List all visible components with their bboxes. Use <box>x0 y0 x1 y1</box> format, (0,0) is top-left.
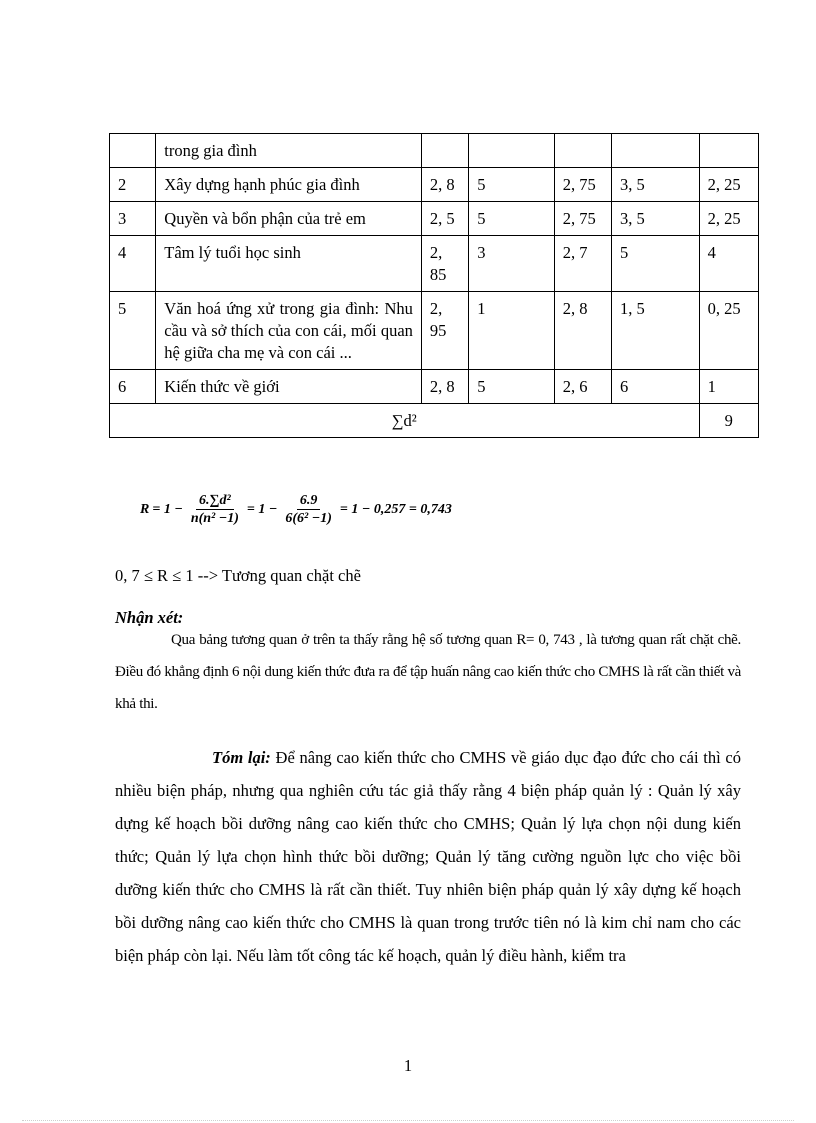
formula-eq1: = 1 − <box>152 501 183 517</box>
formula-eq2: = 1 − <box>246 501 278 517</box>
cell-value: 3 <box>469 236 555 292</box>
paragraph-text: Qua bảng tương quan ở trên ta thấy rằng hệ số tương quan R= 0, 743 , là tương quan rất chặt chẽ. Điều đó khẳng định 6 nội dung kiến thức đưa ra để tập huấn nâng cao kiến thức cho CMHS là rất cần thiết và khả thi. <box>115 632 741 712</box>
row-content: Tâm lý tuổi học sinh <box>156 236 422 292</box>
cell-value <box>421 134 468 168</box>
cell-value: 5 <box>469 370 555 404</box>
cell-value <box>699 134 758 168</box>
cell-value: 1 <box>469 292 555 370</box>
range-statement: 0, 7 ≤ R ≤ 1 --> Tương quan chặt chẽ <box>115 566 361 585</box>
table-row <box>110 370 759 404</box>
section-heading: Nhận xét: <box>115 608 184 627</box>
cell-value: 3, 5 <box>612 202 700 236</box>
cell-value: 1, 5 <box>612 292 700 370</box>
row-number: 3 <box>110 202 156 236</box>
cell-value <box>612 134 700 168</box>
table-row <box>110 236 759 292</box>
row-content: Kiến thức về giới <box>156 370 422 404</box>
fraction-denominator: n(n² −1) <box>190 511 239 526</box>
cell-value: 6 <box>612 370 700 404</box>
paragraph-text: Để nâng cao kiến thức cho CMHS về giáo dục đạo đức cho cái thì có nhiều biện pháp, nhưng qua nghiên cứu tác giả thấy rằng 4 biện pháp quản lý : Quản lý xây dựng kế hoạch bồi dưỡng nâng cao kiến thức cho CMHS; Quản lý lựa chọn nội dung kiến thức; Quản lý lựa chọn hình thức bồi dưỡng; Quản lý tăng cường nguồn lực cho việc bồi dưỡng kiến thức cho CMHS là rất cần thiết. Tuy nhiên biện pháp quản lý xây dựng kế hoạch bồi dưỡng nâng cao kiến thức cho CMHS là quan trong trước tiên nó là kim chỉ nam cho các biện pháp còn lại. Nếu làm tốt công tác kế hoạch, quản lý điều hành, kiểm tra <box>115 748 741 965</box>
row-content: Xây dựng hạnh phúc gia đình <box>156 168 422 202</box>
cell-value <box>554 134 611 168</box>
cell-value: 2, 8 <box>554 292 611 370</box>
cell-value: 2, 7 <box>554 236 611 292</box>
paragraph-lead: Tóm lại: <box>212 748 271 767</box>
cell-value: 2, 8 <box>421 370 468 404</box>
cell-value: 2, 6 <box>554 370 611 404</box>
page-bottom-rule <box>22 1120 794 1121</box>
formula-fraction-1 <box>188 492 242 527</box>
formula-fraction-2 <box>282 492 335 527</box>
cell-value: 3, 5 <box>612 168 700 202</box>
table-row <box>110 202 759 236</box>
table-row <box>110 292 759 370</box>
cell-value: 2, 75 <box>554 202 611 236</box>
row-number: 6 <box>110 370 156 404</box>
correlation-table <box>109 133 759 438</box>
sum-value: 9 <box>699 404 758 438</box>
table-row <box>110 134 759 168</box>
cell-value: 2, 75 <box>554 168 611 202</box>
cell-value: 5 <box>612 236 700 292</box>
row-number <box>110 134 156 168</box>
cell-value: 5 <box>469 202 555 236</box>
sum-row <box>110 404 759 438</box>
paragraph-remark <box>115 624 741 720</box>
fraction-numerator: 6.∑d² <box>196 492 234 510</box>
fraction-numerator: 6.9 <box>297 492 321 510</box>
cell-value: 2, 8 <box>421 168 468 202</box>
cell-value: 4 <box>699 236 758 292</box>
cell-value <box>469 134 555 168</box>
row-number: 5 <box>110 292 156 370</box>
spearman-formula <box>140 492 455 527</box>
cell-value: 2, 25 <box>699 202 758 236</box>
cell-value: 1 <box>699 370 758 404</box>
paragraph-summary <box>115 741 741 972</box>
sum-label: ∑d² <box>110 404 700 438</box>
formula-rhs: = 1 − 0,257 = 0,743 <box>339 501 452 517</box>
cell-value: 2, 95 <box>421 292 468 370</box>
cell-value: 0, 25 <box>699 292 758 370</box>
cell-value: 5 <box>469 168 555 202</box>
cell-value: 2, 5 <box>421 202 468 236</box>
formula-lhs: R <box>140 501 150 517</box>
table-row <box>110 168 759 202</box>
page-number: 1 <box>403 1056 413 1075</box>
row-number: 4 <box>110 236 156 292</box>
row-content: Văn hoá ứng xử trong gia đình: Nhu cầu và sở thích của con cái, mối quan hệ giữa cha mẹ và con cái ... <box>156 292 422 370</box>
cell-value: 2, 85 <box>421 236 468 292</box>
cell-value: 2, 25 <box>699 168 758 202</box>
fraction-denominator: 6(6² −1) <box>285 511 332 526</box>
row-content: trong gia đình <box>156 134 422 168</box>
row-content: Quyền và bổn phận của trẻ em <box>156 202 422 236</box>
row-number: 2 <box>110 168 156 202</box>
